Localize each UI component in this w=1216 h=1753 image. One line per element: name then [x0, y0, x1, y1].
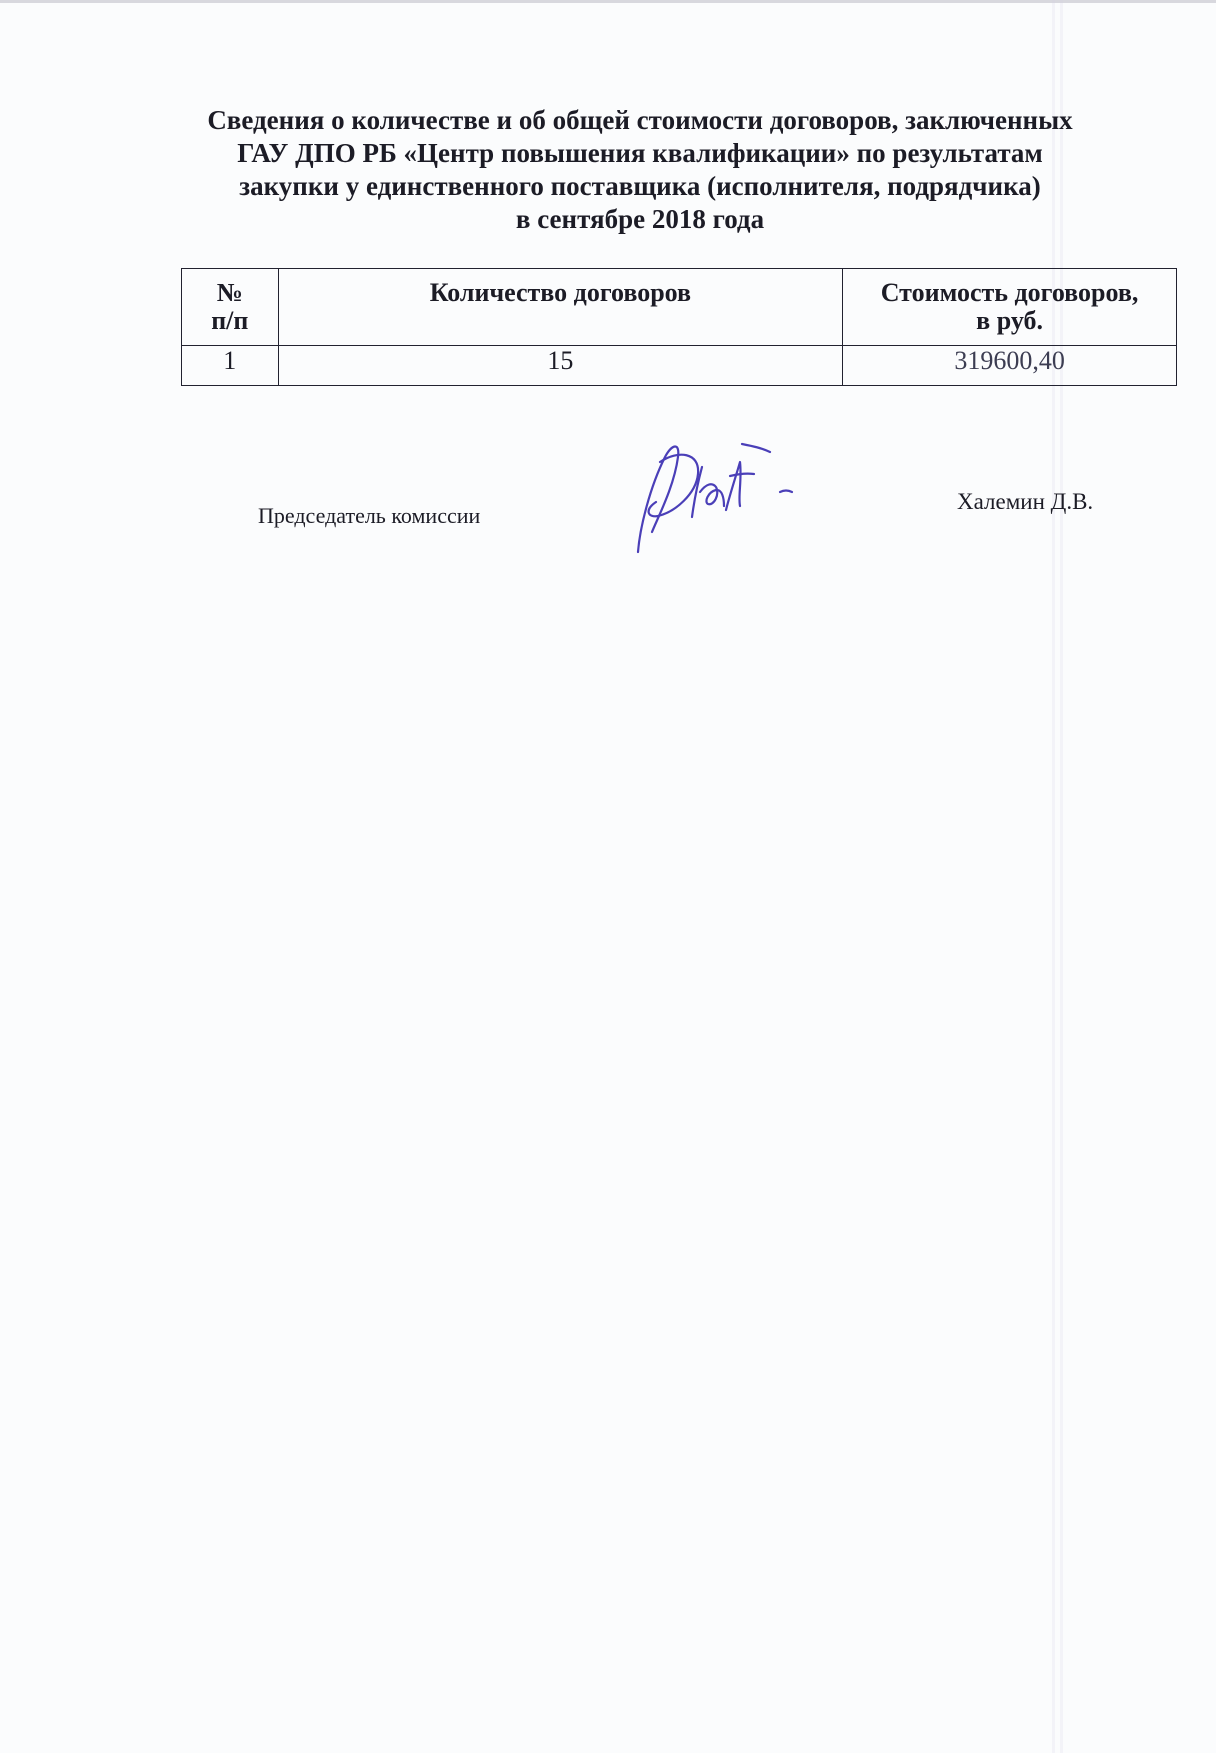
- header-number: [182, 269, 279, 346]
- title-line: ГАУ ДПО РБ «Центр повышения квалификации» по результатам: [237, 138, 1043, 168]
- header-cost: [843, 269, 1177, 346]
- header-number-symbol: №: [216, 278, 243, 307]
- header-cost-line1: Стоимость договоров,: [880, 278, 1139, 307]
- contracts-table: [181, 268, 1177, 386]
- signature-name: Халемин Д.В.: [957, 489, 1094, 514]
- row-cost: 319600,40: [843, 346, 1177, 386]
- title-line: Сведения о количестве и об общей стоимости договоров, заключенных: [207, 105, 1073, 135]
- scan-streak: [1052, 0, 1055, 1753]
- header-count-label: Количество договоров: [429, 278, 692, 307]
- row-number: 1: [182, 346, 279, 386]
- header-count: [278, 269, 843, 346]
- document-title: [170, 104, 1110, 236]
- handwritten-signature: [630, 432, 800, 557]
- table-row: [182, 346, 1177, 386]
- header-number-abbr: п/п: [211, 306, 249, 335]
- row-count: 15: [278, 346, 843, 386]
- signature-role: Председатель комиссии: [258, 503, 481, 528]
- scan-streak: [1060, 0, 1063, 1753]
- table-header-row: [182, 269, 1177, 346]
- title-line: в сентябре 2018 года: [515, 204, 765, 234]
- title-line: закупки у единственного поставщика (исполнителя, подрядчика): [239, 171, 1041, 201]
- scan-top-edge: [0, 0, 1216, 3]
- header-cost-line2: в руб.: [976, 306, 1043, 335]
